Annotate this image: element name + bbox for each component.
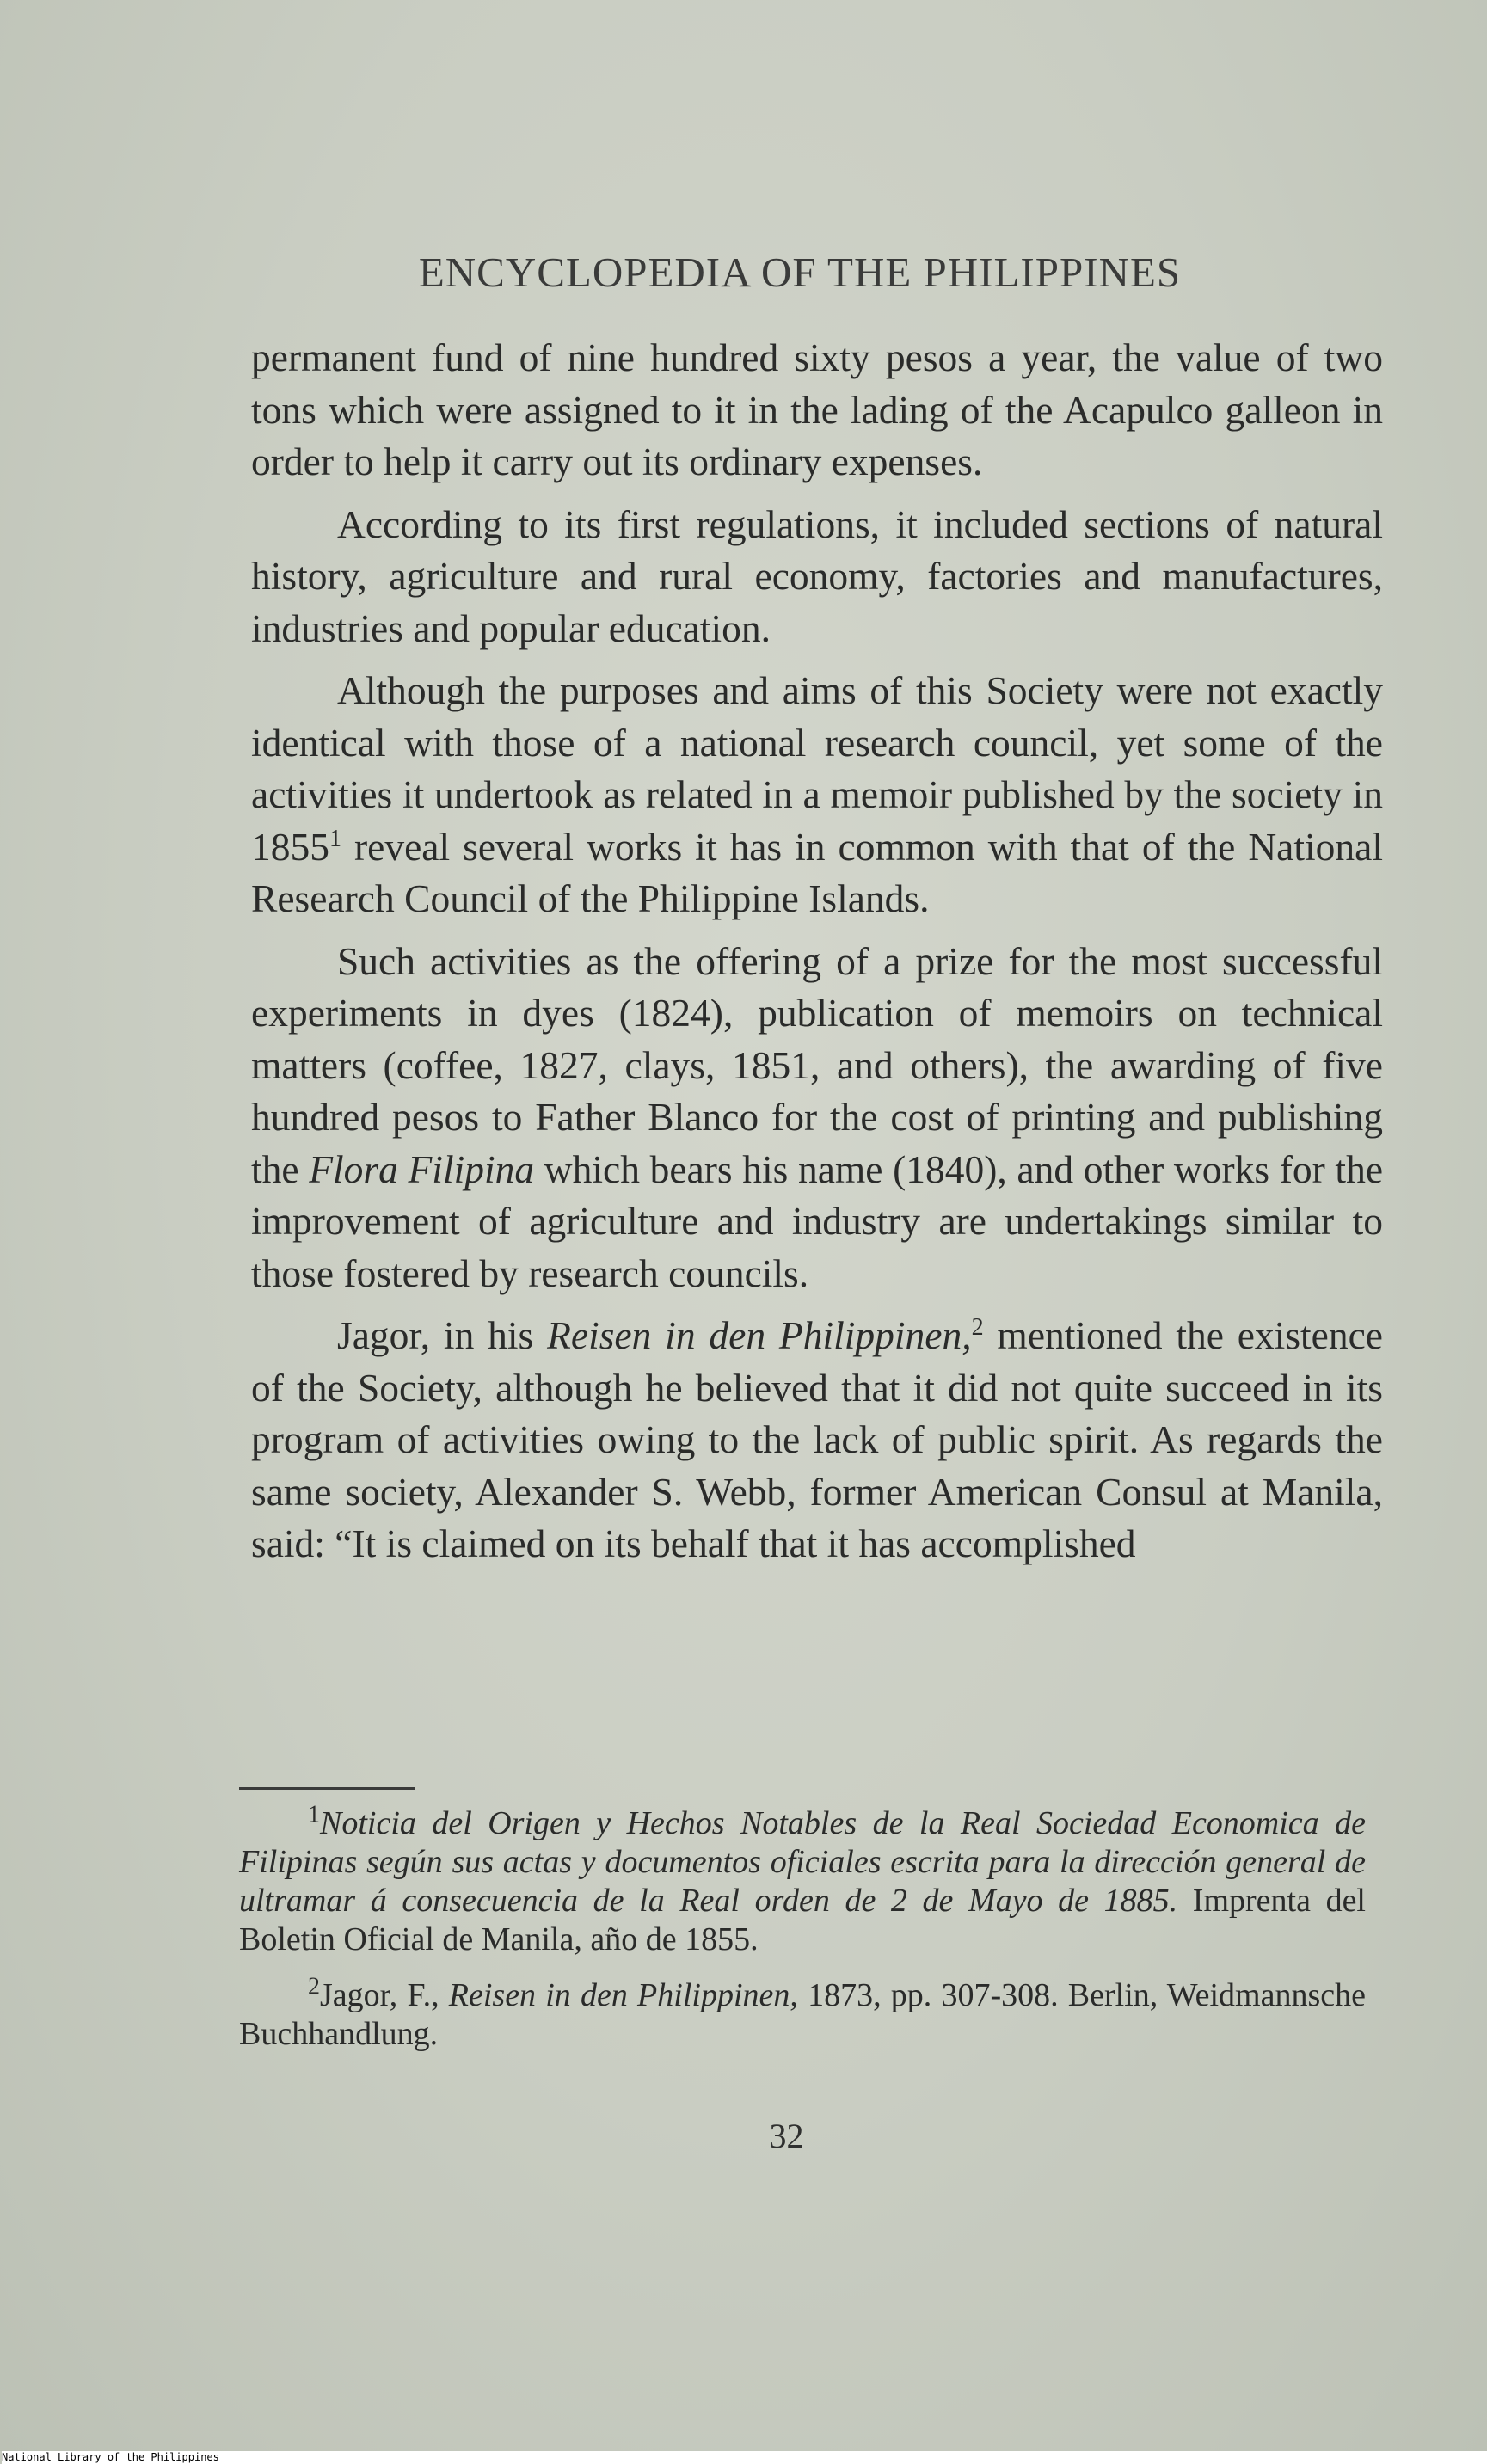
paragraph: According to its first regulations, it included sections of natural history, agriculture and rural economy, factories and manufactures, industries and popular education. xyxy=(251,501,1383,650)
footnote xyxy=(239,1973,1366,2054)
footnote-number: 2 xyxy=(308,1973,320,2000)
source-credit: National Library of the Philippines xyxy=(2,2451,1487,2464)
footnote-marker: 2 xyxy=(971,1313,984,1341)
footnote-text: Imprenta del Boletin Oficial de Manila, año de 1855. xyxy=(239,1883,1366,1957)
paragraph xyxy=(251,936,1383,1300)
paragraph: permanent fund of nine hundred sixty pesos a year, the value of two tons which were assigned to it in the lading of the Acapulco galleon in order to help it carry out its ordinary expenses. xyxy=(251,335,1383,483)
italic-title: Flora Filipina xyxy=(309,1146,535,1191)
running-head: ENCYCLOPEDIA OF THE PHILIPPINES xyxy=(418,249,1182,296)
footnotes xyxy=(239,1801,1366,2071)
paragraph-text: which bears his name (1840), and other works for the improvement of agriculture and industry are undertakings similar to those fostered by research councils. xyxy=(251,1146,1384,1295)
footnote-number: 1 xyxy=(308,1801,320,1828)
paragraph xyxy=(251,665,1383,925)
italic-title: Reisen in den Philippinen, xyxy=(547,1313,972,1357)
footnote-italic: Noticia del Origen y Hechos Notables de la Real Sociedad Economica de Filipinas según sus actas y documentos oficiales escrita para la dirección general de ultramar á consecuencia de la Real orden de 2 de Mayo de 1885. xyxy=(239,1805,1366,1919)
paragraph-text: Such activities as the offering of a prize for the most successful experiments in dyes (1824), publication of memoirs on technical matters (coffee, 1827, clays, 1851, and others), the awarding of five hundred pesos to Father Blanco for the cost of printing and publishing the xyxy=(251,938,1383,1191)
paragraph-text: Although the purposes and aims of this Society were not exactly identical with those of a national research council, yet some of the activities it undertook as related in a memoir published by the society in 1855 xyxy=(251,668,1383,869)
body-text xyxy=(251,332,1383,1581)
footnote-text: Jagor, F., xyxy=(320,1977,449,2013)
paragraph-text: Jagor, in his xyxy=(337,1313,548,1357)
paragraph-text: reveal several works it has in common with that of the National Research Council of the Philippine Islands. xyxy=(251,824,1383,920)
paragraph-text: mentioned the existence of the Society, although he believed that it did not quite succeed in its program of activities owing to the lack of public spirit. As regards the same society, Alexander S. Webb, former American Consul at Manila, said: “It is claimed on its behalf that it has accomplished xyxy=(251,1313,1384,1565)
paragraph xyxy=(251,1310,1383,1570)
footnote-marker: 1 xyxy=(329,825,341,852)
footnote-text: 1873, pp. 307-308. Berlin, Weidmannsche Buchhandlung. xyxy=(239,1977,1366,2052)
footnote xyxy=(239,1801,1366,1959)
page-number: 32 xyxy=(769,2117,804,2155)
footnote-italic: Reisen in den Philippinen, xyxy=(448,1977,798,2013)
footnote-divider xyxy=(239,1787,415,1790)
